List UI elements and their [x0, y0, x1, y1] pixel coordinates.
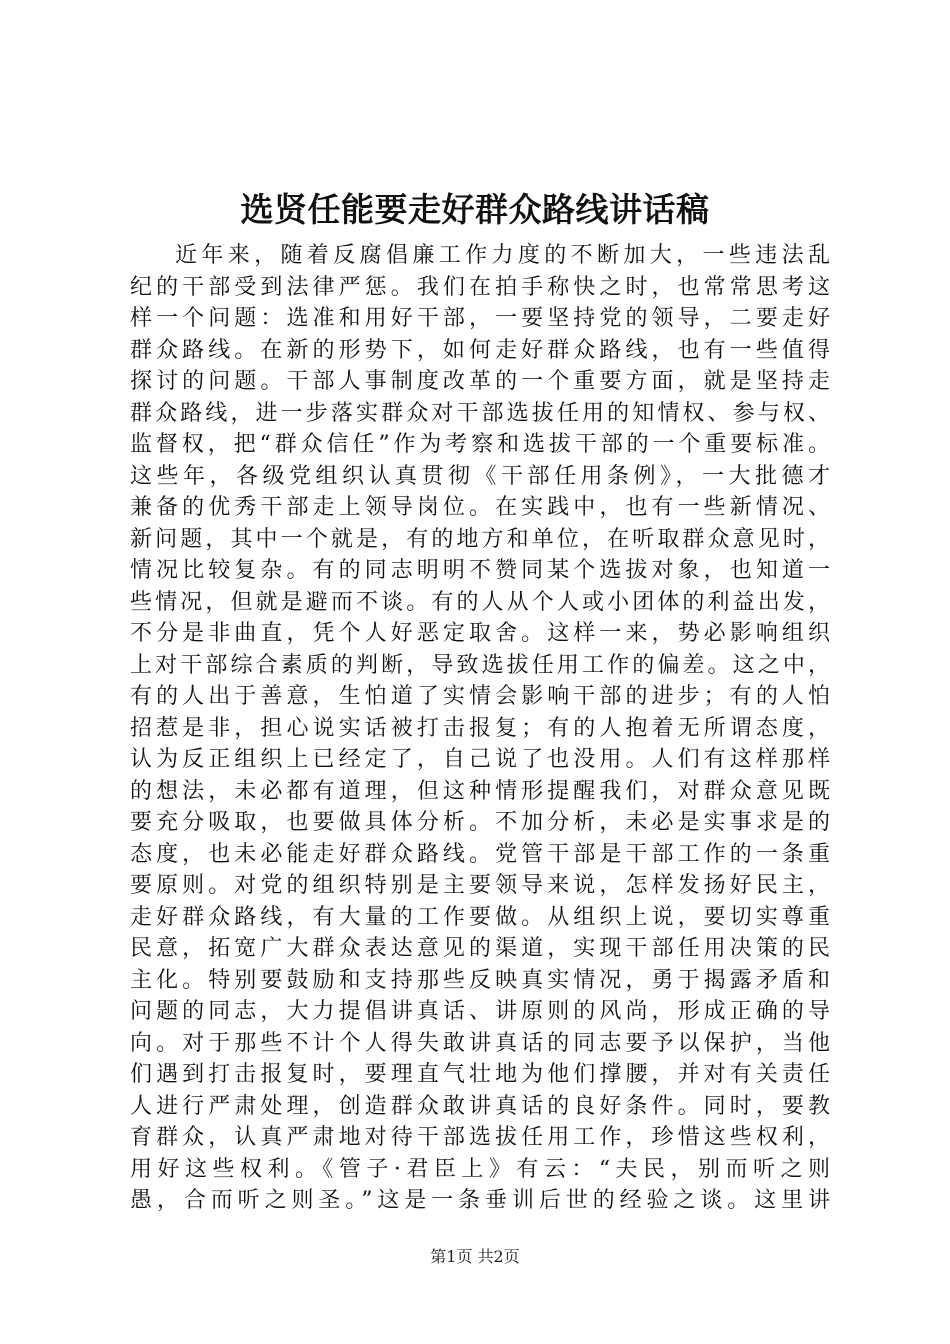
paragraph-line: 纪的干部受到法律严惩。我们在拍手称快之时，也常常思考这	[130, 274, 830, 300]
paragraph-line: 愚，合而听之则圣。”这是一条垂训后世的经验之谈。这里讲	[130, 1188, 830, 1213]
paragraph-line: 态度，也未必能走好群众路线。党管干部是干部工作的一条重	[130, 841, 830, 867]
paragraph-line: 这些年，各级党组织认真贯彻《干部任用条例》，一大批德才	[130, 463, 830, 489]
paragraph-line: 人进行严肃处理，创造群众敢讲真话的良好条件。同时，要教	[130, 1093, 830, 1119]
paragraph-line: 有的人出于善意，生怕道了实情会影响干部的进步；有的人怕	[130, 684, 830, 709]
paragraph-line: 要原则。对党的组织特别是主要领导来说，怎样发扬好民主，	[130, 873, 830, 898]
paragraph-line: 用好这些权利。《管子·君臣上》有云：“夫民，别而听之则	[130, 1156, 830, 1182]
paragraph-line: 样一个问题：选准和用好干部，一要坚持党的领导，二要走好	[130, 306, 830, 331]
paragraph-line: 的想法，未必都有道理，但这种情形提醒我们，对群众意见既	[130, 778, 830, 804]
paragraph-line: 不分是非曲直，凭个人好恶定取舍。这样一来，势必影响组织	[130, 621, 830, 646]
paragraph-line: 上对干部综合素质的判断，导致选拔任用工作的偏差。这之中，	[130, 652, 830, 678]
paragraph-line: 要充分吸取，也要做具体分析。不加分析，未必是实事求是的	[130, 810, 830, 835]
paragraph-line: 探讨的问题。干部人事制度改革的一个重要方面，就是坚持走	[130, 369, 830, 394]
paragraph-line: 育群众，认真严肃地对待干部选拔任用工作，珍惜这些权利，	[130, 1125, 830, 1150]
paragraph-line: 监督权，把“群众信任”作为考察和选拔干部的一个重要标准。	[130, 432, 830, 457]
paragraph-line: 近年来，随着反腐倡廉工作力度的不断加大，一些违法乱	[175, 243, 830, 268]
paragraph-line: 认为反正组织上已经定了，自己说了也没用。人们有这样那样	[130, 747, 830, 772]
paragraph-line: 些情况，但就是避而不谈。有的人从个人或小团体的利益出发，	[130, 589, 830, 615]
paragraph-line: 民意，拓宽广大群众表达意见的渠道，实现干部任用决策的民	[130, 936, 830, 961]
paragraph-line: 群众路线。在新的形势下，如何走好群众路线，也有一些值得	[130, 337, 830, 363]
paragraph-line: 群众路线，进一步落实群众对干部选拔任用的知情权、参与权、	[130, 400, 830, 426]
paragraph-line: 情况比较复杂。有的同志明明不赞同某个选拔对象，也知道一	[130, 558, 830, 583]
paragraph-line: 招惹是非，担心说实话被打击报复；有的人抱着无所谓态度，	[130, 715, 830, 741]
paragraph-line: 走好群众路线，有大量的工作要做。从组织上说，要切实尊重	[130, 904, 830, 930]
paragraph-line: 新问题，其中一个就是，有的地方和单位，在听取群众意见时，	[130, 526, 830, 552]
paragraph-line: 兼备的优秀干部走上领导岗位。在实践中，也有一些新情况、	[130, 495, 830, 520]
page-number-footer: 第1页 共2页	[430, 1247, 520, 1266]
paragraph-line: 们遇到打击报复时，要理直气壮地为他们撑腰，并对有关责任	[130, 1062, 830, 1087]
paragraph-line: 问题的同志，大力提倡讲真话、讲原则的风尚，形成正确的导	[130, 999, 830, 1024]
page-title: 选贤任能要走好群众路线讲话稿	[240, 190, 710, 229]
document-body	[130, 240, 830, 1217]
paragraph-line: 主化。特别要鼓励和支持那些反映真实情况，勇于揭露矛盾和	[130, 967, 830, 993]
paragraph-line: 向。对于那些不计个人得失敢讲真话的同志要予以保护，当他	[130, 1030, 830, 1056]
